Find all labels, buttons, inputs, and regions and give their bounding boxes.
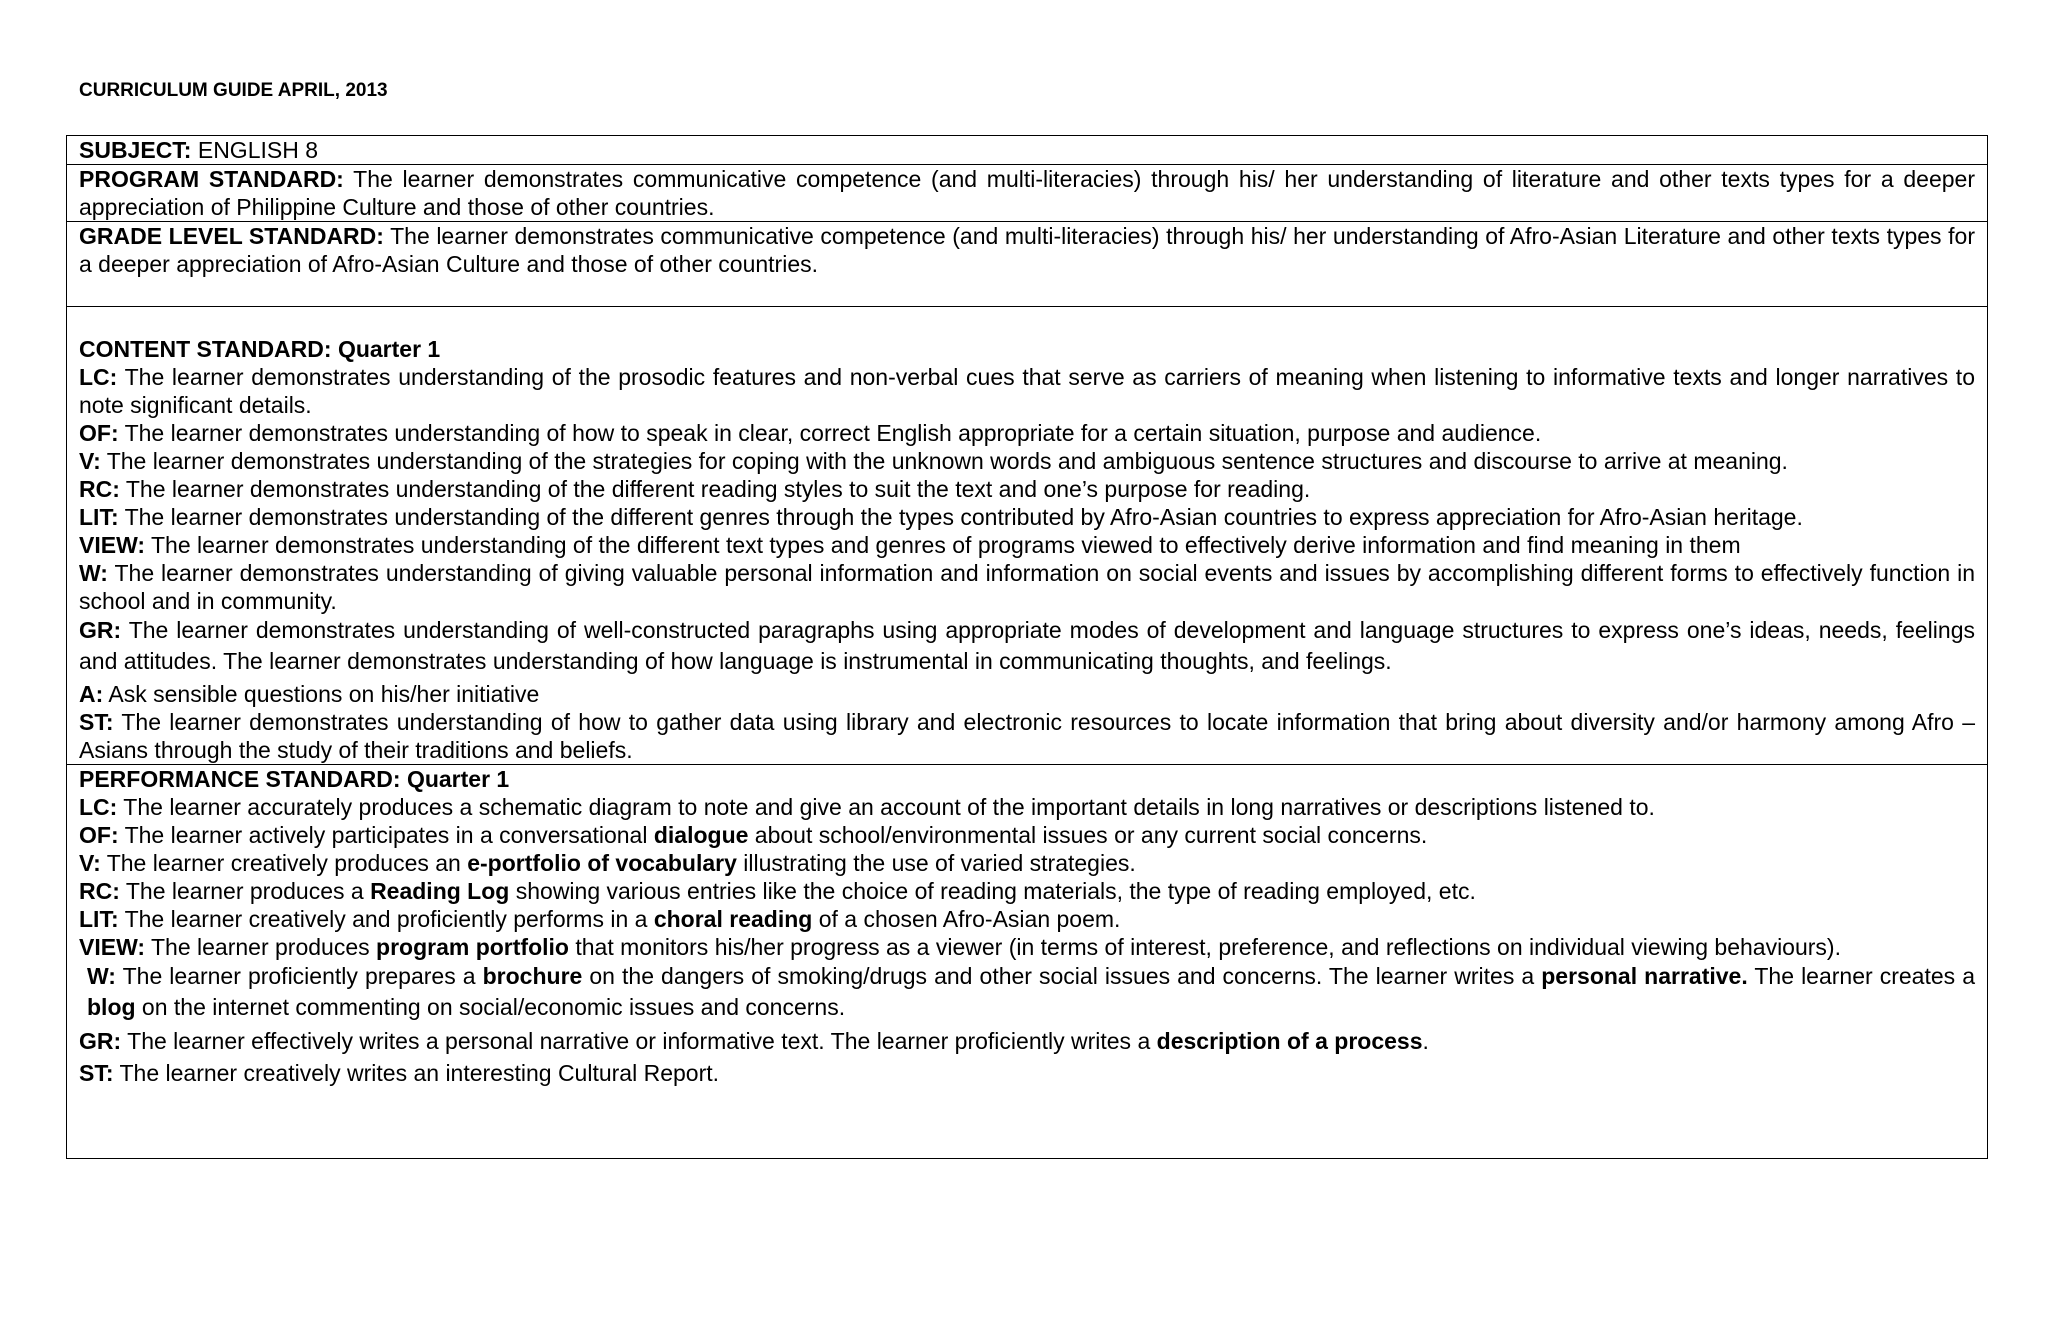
content-item-text: The learner demonstrates understanding of the different reading styles to suit the text and one’s purpose for reading. [119, 476, 1311, 502]
content-item-text: The learner demonstrates understanding of well-constructed paragraphs using appropriate modes of development and language structures to express one’s ideas, needs, feelings and attitudes. The learner demonstrates understanding of how language is instrumental in communicating thoughts, and feelings. [79, 617, 1975, 674]
content-item-label: OF: [79, 420, 119, 446]
content-item-text: The learner demonstrates understanding of the strategies for coping with the unknown words and ambiguous sentence structures and discourse to arrive at meaning. [100, 448, 1788, 474]
grade-level-standard-row [67, 222, 1988, 307]
standards-table [66, 135, 1988, 1159]
subject-value: ENGLISH 8 [191, 137, 319, 163]
performance-item-text: of a chosen Afro-Asian poem. [812, 906, 1121, 932]
performance-item-keyword: Reading Log [370, 878, 510, 904]
performance-standard-row [67, 765, 1988, 1159]
content-item-view [79, 531, 1975, 559]
content-item-gr [79, 615, 1975, 677]
grade-level-standard-label: GRADE LEVEL STANDARD: [79, 223, 384, 249]
content-item-text: The learner demonstrates understanding of how to gather data using library and electronic resources to locate information that bring about diversity and/or harmony among Afro – Asians through the study of their traditions and beliefs. [79, 709, 1975, 763]
document-header: CURRICULUM GUIDE APRIL, 2013 [79, 80, 388, 101]
content-item-label: V: [79, 448, 101, 474]
performance-item-view [79, 933, 1975, 961]
performance-item-text: The learner actively participates in a conversational [118, 822, 654, 848]
performance-item-label: OF: [79, 822, 119, 848]
performance-item-gr [79, 1025, 1975, 1057]
content-item-lc [79, 363, 1975, 419]
performance-item-text: on the dangers of smoking/drugs and other social issues and concerns. The learner writes a [582, 963, 1542, 989]
content-standard-row [67, 307, 1988, 765]
content-item-label: GR: [79, 617, 122, 643]
performance-item-text: The learner produces [145, 934, 377, 960]
content-item-label: LIT: [79, 504, 119, 530]
grade-level-standard-text: The learner demonstrates communicative competence (and multi-literacies) through his/ her understanding of Afro-Asian Literature and other texts types for a deeper appreciation of Afro-Asian Culture and those of other countries. [79, 223, 1975, 277]
program-standard-label: PROGRAM STANDARD: [79, 166, 344, 192]
performance-item-label: LIT: [79, 906, 119, 932]
performance-item-keyword: personal narrative. [1541, 963, 1748, 989]
performance-item-text: The learner creatively writes an interesting Cultural Report. [113, 1060, 720, 1086]
performance-item-text: illustrating the use of varied strategies. [736, 850, 1136, 876]
performance-item-label: LC: [79, 794, 118, 820]
performance-item-lc [79, 793, 1975, 821]
content-item-label: A: [79, 681, 104, 707]
content-item-text: The learner demonstrates understanding of the prosodic features and non-verbal cues that serve as carriers of meaning when listening to informative texts and longer narratives to note significant details. [79, 364, 1975, 418]
performance-item-text: The learner effectively writes a personal narrative or informative text. The learner proficiently writes a [121, 1028, 1157, 1054]
performance-item-w [79, 961, 1975, 1023]
performance-item-keyword: description of a process [1156, 1028, 1423, 1054]
content-item-a [79, 680, 1975, 708]
content-item-label: LC: [79, 364, 118, 390]
content-item-text: The learner demonstrates understanding of the different text types and genres of programs viewed to effectively derive information and find meaning in them [145, 532, 1741, 558]
content-item-rc [79, 475, 1975, 503]
content-item-label: VIEW: [79, 532, 146, 558]
content-item-v [79, 447, 1975, 475]
performance-item-label: GR: [79, 1028, 122, 1054]
performance-item-text: The learner creates a [1747, 963, 1975, 989]
content-item-text: Ask sensible questions on his/her initiative [103, 681, 540, 707]
performance-item-label: V: [79, 850, 101, 876]
performance-item-text: on the internet commenting on social/economic issues and concerns. [135, 994, 846, 1020]
content-item-label: W: [79, 560, 108, 586]
program-standard-row [67, 165, 1988, 222]
content-item-of [79, 419, 1975, 447]
content-item-w [79, 559, 1975, 615]
performance-item-text: The learner produces a [119, 878, 371, 904]
content-item-lit [79, 503, 1975, 531]
performance-standard-cell [67, 765, 1988, 1159]
performance-item-text: The learner creatively and proficiently performs in a [118, 906, 654, 932]
content-item-text: The learner demonstrates understanding of giving valuable personal information and information on social events and issues by accomplishing different forms to effectively function in school and in community. [79, 560, 1975, 614]
performance-item-keyword: blog [87, 994, 136, 1020]
content-item-st [79, 708, 1975, 764]
subject-cell [67, 136, 1988, 165]
performance-item-label: ST: [79, 1060, 114, 1086]
performance-item-rc [79, 877, 1975, 905]
performance-standard-heading: PERFORMANCE STANDARD: Quarter 1 [79, 766, 510, 792]
performance-item-text: about school/environmental issues or any current social concerns. [748, 822, 1428, 848]
performance-item-keyword: e-portfolio of vocabulary [467, 850, 737, 876]
performance-item-keyword: program portfolio [376, 934, 569, 960]
performance-item-text: The learner accurately produces a schematic diagram to note and give an account of the important details in long narratives or descriptions listened to. [117, 794, 1655, 820]
grade-level-standard-cell [67, 222, 1988, 307]
performance-item-lit [79, 905, 1975, 933]
content-item-text: The learner demonstrates understanding of the different genres through the types contributed by Afro-Asian countries to express appreciation for Afro-Asian heritage. [118, 504, 1803, 530]
performance-item-keyword: dialogue [653, 822, 749, 848]
content-item-label: ST: [79, 709, 114, 735]
content-standard-cell [67, 307, 1988, 765]
performance-item-label: W: [87, 963, 116, 989]
performance-item-text: that monitors his/her progress as a viewer (in terms of interest, preference, and reflections on individual viewing behaviours). [568, 934, 1841, 960]
performance-item-text: The learner proficiently prepares a [115, 963, 483, 989]
content-standard-heading: CONTENT STANDARD: Quarter 1 [79, 336, 441, 362]
subject-label: SUBJECT: [79, 137, 192, 163]
performance-item-st [79, 1057, 1975, 1089]
performance-item-keyword: brochure [482, 963, 583, 989]
program-standard-text: The learner demonstrates communicative competence (and multi-literacies) through his/ her understanding of literature and other texts types for a deeper appreciation of Philippine Culture and those of other countries. [79, 166, 1975, 220]
content-item-text: The learner demonstrates understanding of how to speak in clear, correct English appropriate for a certain situation, purpose and audience. [118, 420, 1542, 446]
performance-item-label: RC: [79, 878, 120, 904]
performance-item-of [79, 821, 1975, 849]
performance-item-text: showing various entries like the choice of reading materials, the type of reading employed, etc. [509, 878, 1476, 904]
subject-row [67, 136, 1988, 165]
content-item-label: RC: [79, 476, 120, 502]
program-standard-cell [67, 165, 1988, 222]
performance-item-keyword: choral reading [653, 906, 813, 932]
performance-item-text: The learner creatively produces an [100, 850, 468, 876]
performance-item-text: . [1422, 1028, 1429, 1054]
performance-item-label: VIEW: [79, 934, 146, 960]
performance-item-v [79, 849, 1975, 877]
